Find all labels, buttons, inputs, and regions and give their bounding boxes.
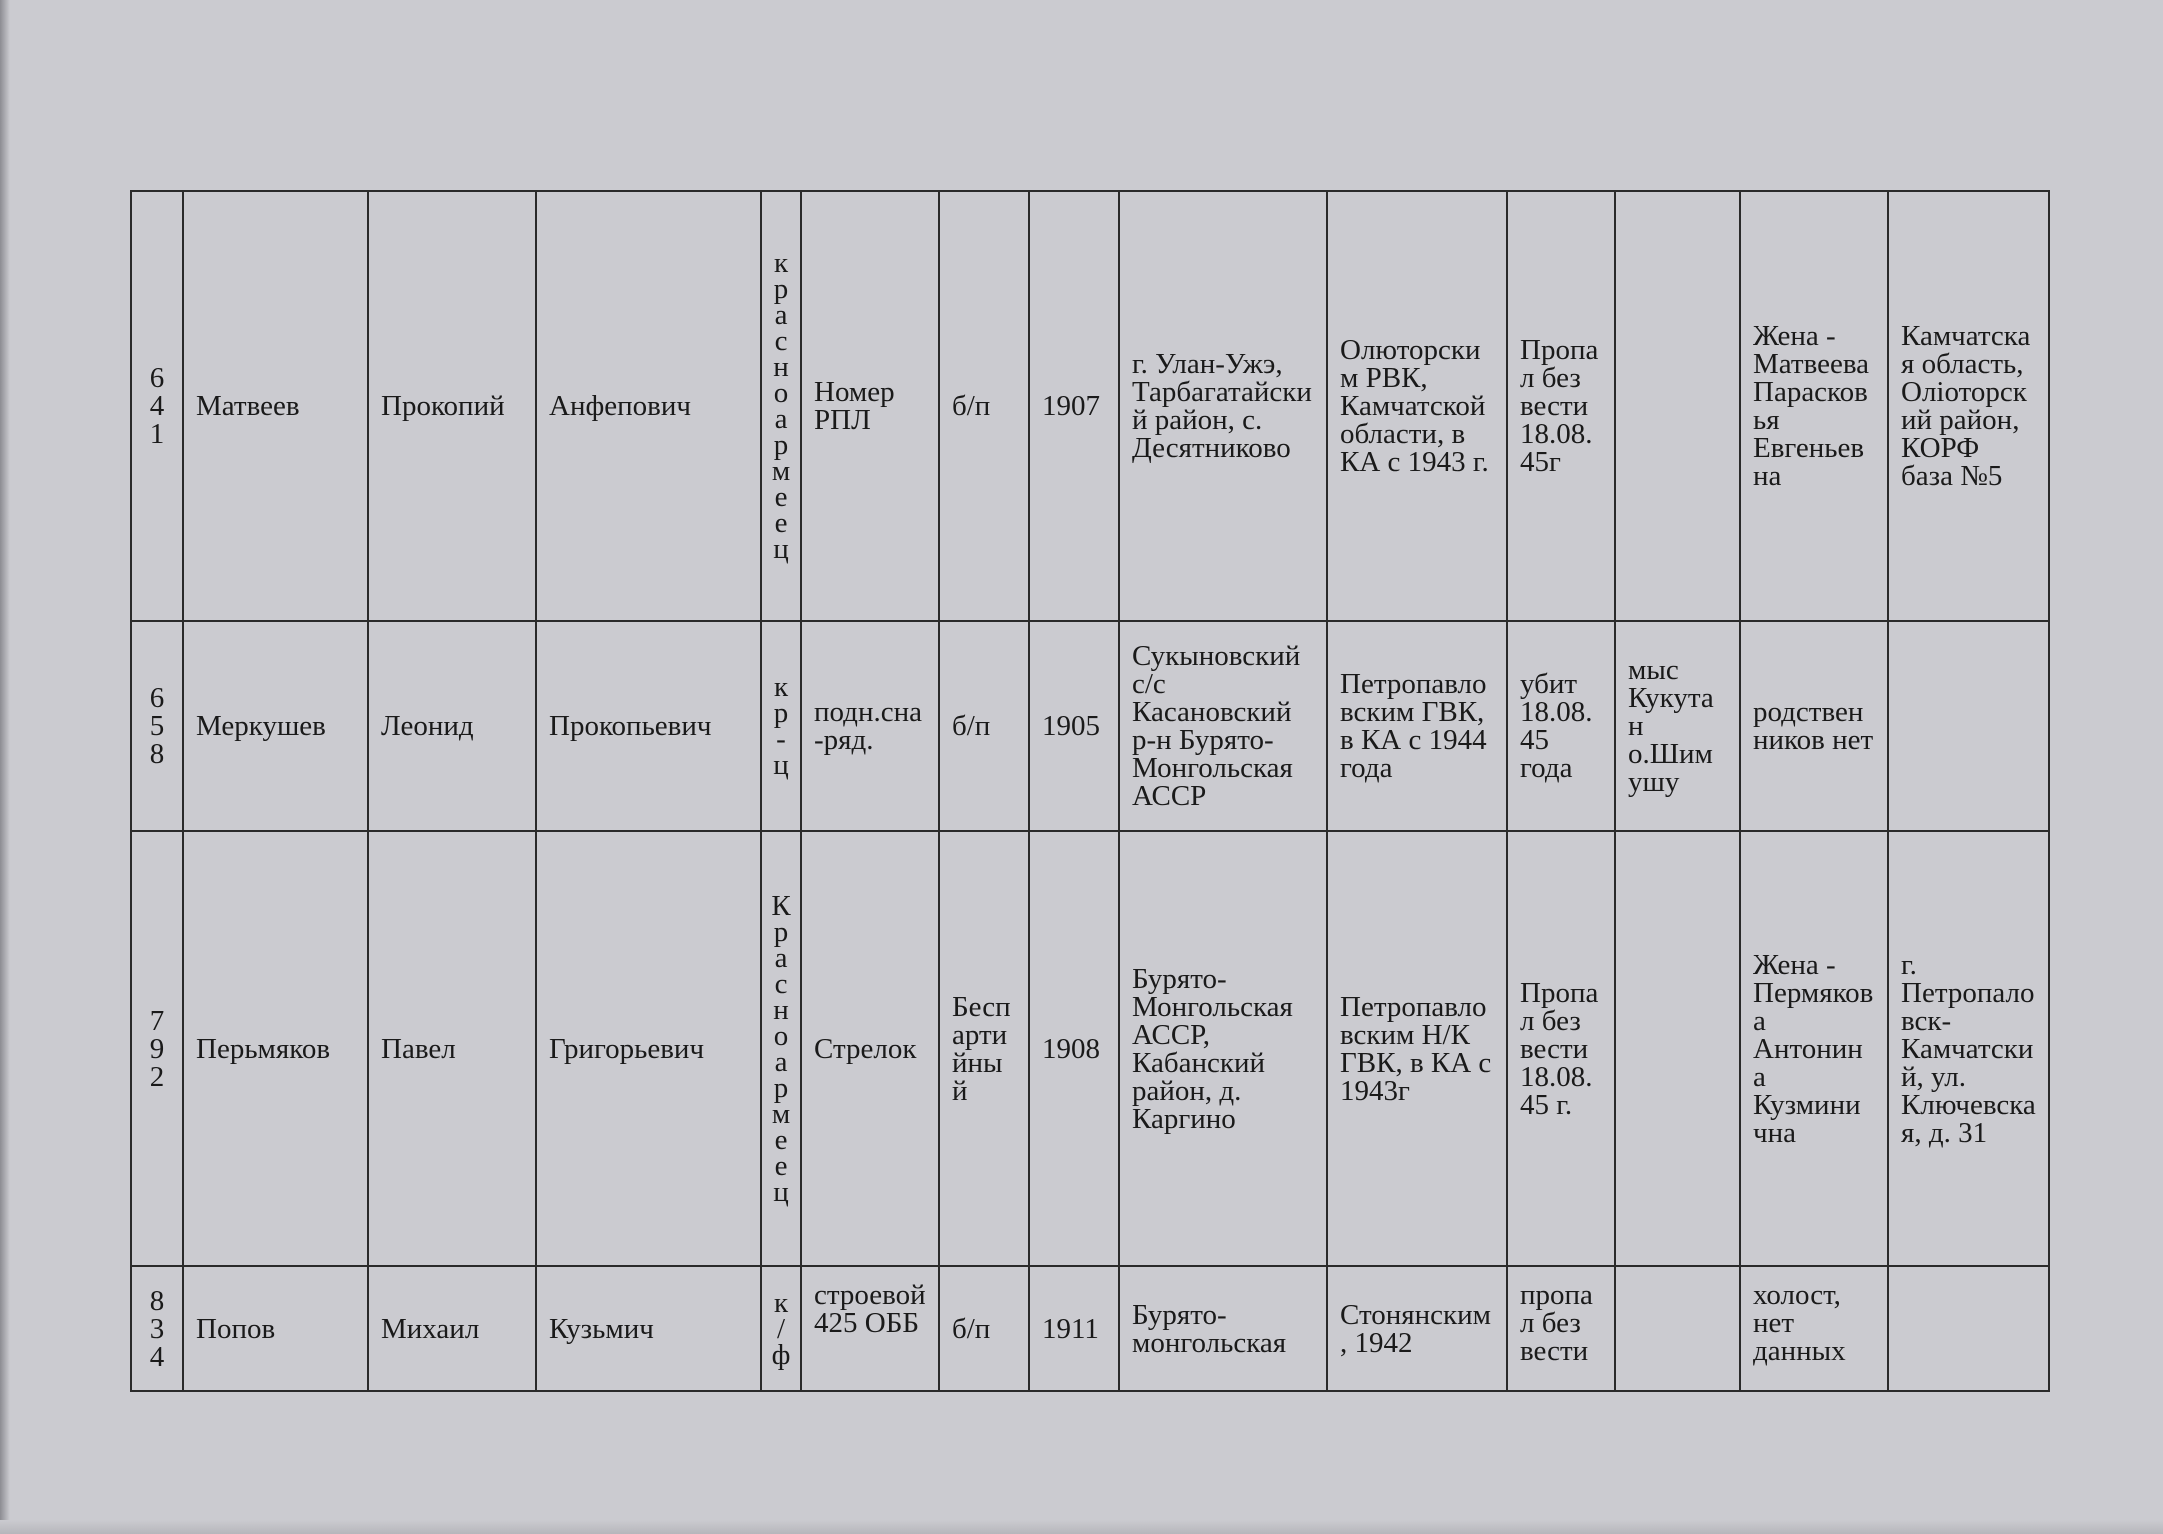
burial-place-cell	[1615, 831, 1740, 1266]
record-number: 7 9 2	[131, 831, 183, 1266]
patronymic-cell: Прокопьевич	[536, 621, 761, 831]
name-cell: Павел	[368, 831, 536, 1266]
party-cell: б/п	[939, 621, 1029, 831]
birthplace-cell: г. Улан-Ужэ, Тарбагатайский район, с. Десятниково	[1119, 191, 1327, 621]
name-cell: Леонид	[368, 621, 536, 831]
table-row	[131, 191, 2049, 621]
fate-cell: Пропал без вести 18.08. 45 г.	[1507, 831, 1615, 1266]
fate-cell: убит 18.08. 45 года	[1507, 621, 1615, 831]
scan-left-edge	[0, 0, 10, 1534]
burial-place-cell: мыс Кукутан о.Шимушу	[1615, 621, 1740, 831]
burial-place-cell	[1615, 1266, 1740, 1391]
record-number: 6 4 1	[131, 191, 183, 621]
relatives-address-cell	[1888, 621, 2049, 831]
relatives-address-cell	[1888, 1266, 2049, 1391]
relatives-cell: Жена - Матвеева Парасковья Евгеньевна	[1740, 191, 1888, 621]
surname-cell: Попов	[183, 1266, 368, 1391]
relatives-cell: Жена - Пермякова Антонина Кузминична	[1740, 831, 1888, 1266]
relatives-cell: родственников нет	[1740, 621, 1888, 831]
birth-year-cell: 1911	[1029, 1266, 1119, 1391]
table-row	[131, 831, 2049, 1266]
patronymic-cell: Анфепович	[536, 191, 761, 621]
birthplace-cell: Сукыновский с/с Касановский р-н Бурято-Монгольская АССР	[1119, 621, 1327, 831]
rank-cell: к / ф	[761, 1266, 801, 1391]
relatives-address-cell: Камчатская область, Оліоторский район, КОРФ база №5	[1888, 191, 2049, 621]
birth-year-cell: 1908	[1029, 831, 1119, 1266]
rank-cell: К р а с н о а р м е е ц	[761, 831, 801, 1266]
surname-cell: Меркушев	[183, 621, 368, 831]
birth-year-cell: 1907	[1029, 191, 1119, 621]
conscription-cell: Петропавловским ГВК, в КА с 1944 года	[1327, 621, 1507, 831]
name-cell: Прокопий	[368, 191, 536, 621]
birth-year-cell: 1905	[1029, 621, 1119, 831]
party-cell: Беспартийный	[939, 831, 1029, 1266]
conscription-cell: Олюторским РВК, Камчатской области, в КА с 1943 г.	[1327, 191, 1507, 621]
conscription-cell: Стонянским, 1942	[1327, 1266, 1507, 1391]
relatives-cell: холост, нет данных	[1740, 1266, 1888, 1391]
table-row	[131, 1266, 2049, 1391]
relatives-address-cell: г. Петропаловск-Камчатский, ул. Ключевская, д. 31	[1888, 831, 2049, 1266]
birthplace-cell: Бурято-монгольская	[1119, 1266, 1327, 1391]
patronymic-cell: Кузьмич	[536, 1266, 761, 1391]
patronymic-cell: Григорьевич	[536, 831, 761, 1266]
casualty-register-table	[130, 190, 2050, 1392]
fate-cell: пропал без вести	[1507, 1266, 1615, 1391]
party-cell: б/п	[939, 191, 1029, 621]
birthplace-cell: Бурято-Монгольская АССР, Кабанский район, д. Каргино	[1119, 831, 1327, 1266]
rank-cell: к р а с н о а р м е е ц	[761, 191, 801, 621]
name-cell: Михаил	[368, 1266, 536, 1391]
burial-place-cell	[1615, 191, 1740, 621]
surname-cell: Перьмяков	[183, 831, 368, 1266]
position-cell: Стрелок	[801, 831, 939, 1266]
record-number: 6 5 8	[131, 621, 183, 831]
fate-cell: Пропал без вести 18.08. 45г	[1507, 191, 1615, 621]
position-cell: подн.сна -ряд.	[801, 621, 939, 831]
conscription-cell: Петропавловским Н/К ГВК, в КА с 1943г	[1327, 831, 1507, 1266]
surname-cell: Матвеев	[183, 191, 368, 621]
position-cell: Номер РПЛ	[801, 191, 939, 621]
record-number: 8 3 4	[131, 1266, 183, 1391]
party-cell: б/п	[939, 1266, 1029, 1391]
rank-cell: к р - ц	[761, 621, 801, 831]
table-row	[131, 621, 2049, 831]
position-cell: строевой 425 ОББ	[801, 1266, 939, 1391]
scan-bottom-edge	[0, 1520, 2163, 1534]
